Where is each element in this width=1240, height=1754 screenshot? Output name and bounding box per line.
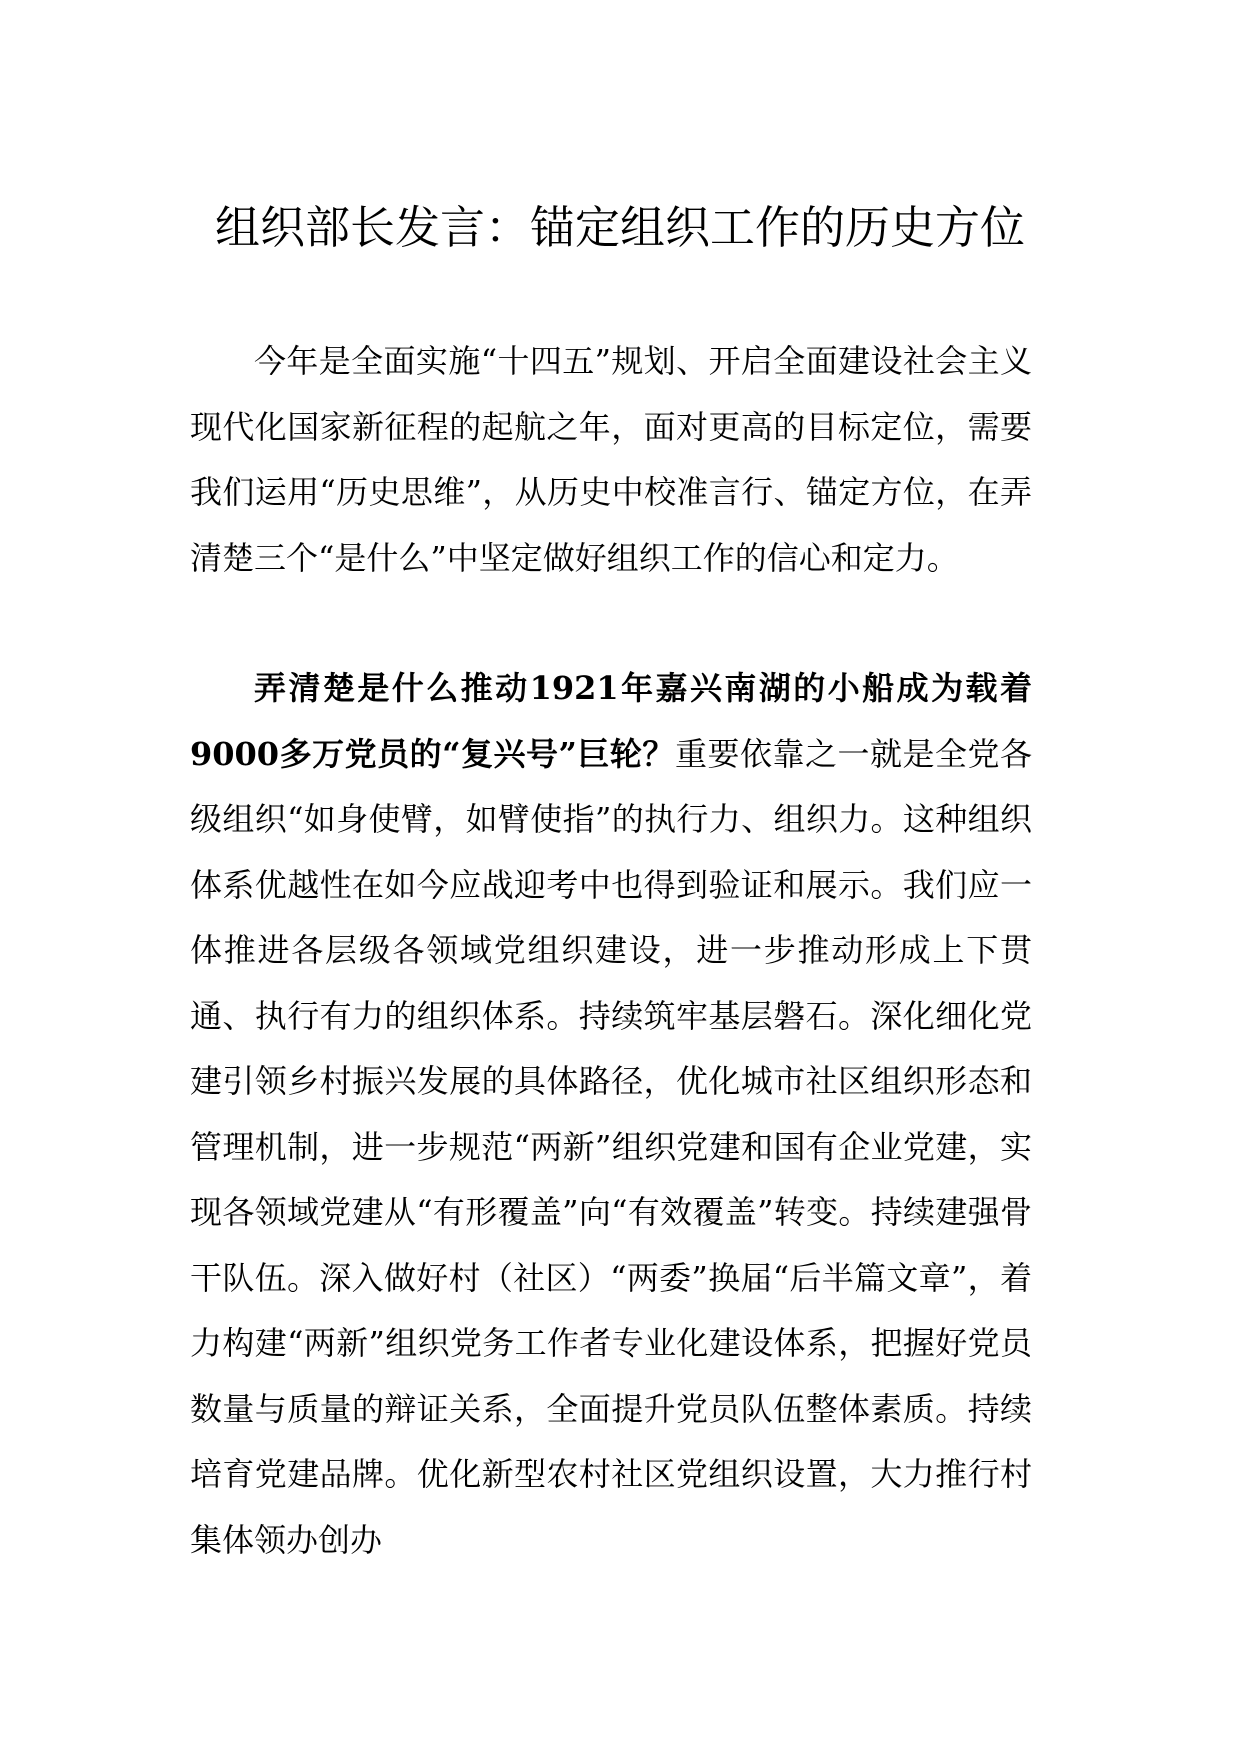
paragraph-intro-text: 今年是全面实施“十四五”规划、开启全面建设社会主义现代化国家新征程的起航之年，面对更高的目标定位，需要我们运用“历史思维”，从历史中校准言行、锚定方位，在弄清楚三个“是什么”中坚定做好组织工作的信心和定力。 <box>190 342 1032 577</box>
paragraph-organization <box>190 656 1032 1573</box>
paragraph-intro <box>190 329 1032 591</box>
document-title: 组织部长发言：锚定组织工作的历史方位 <box>214 201 1025 254</box>
paragraph-organization-text: 重要依靠之一就是全党各级组织“如身使臂，如臂使指”的执行力、组织力。这种组织体系优越性在如今应战迎考中也得到验证和展示。我们应一体推进各层级各领域党组织建设，进一步推动形成上下贯通、执行有力的组织体系。持续筑牢基层磐石。深化细化党建引领乡村振兴发展的具体路径，优化城市社区组织形态和管理机制，进一步规范“两新”组织党建和国有企业党建，实现各领域党建从“有形覆盖”向“有效覆盖”转变。持续建强骨干队伍。深入做好村（社区）“两委”换届“后半篇文章”，着力构建“两新”组织党务工作者专业化建设体系，把握好党员数量与质量的辩证关系，全面提升党员队伍整体素质。持续培育党建品牌。优化新型农村社区党组织设置，大力推行村集体领办创办 <box>190 734 1032 1559</box>
paragraph-bold-lead: 弄清楚是什么推动1921年嘉兴南湖的小船成为载着9000多万党员的“复兴号”巨轮？ <box>190 669 1032 773</box>
